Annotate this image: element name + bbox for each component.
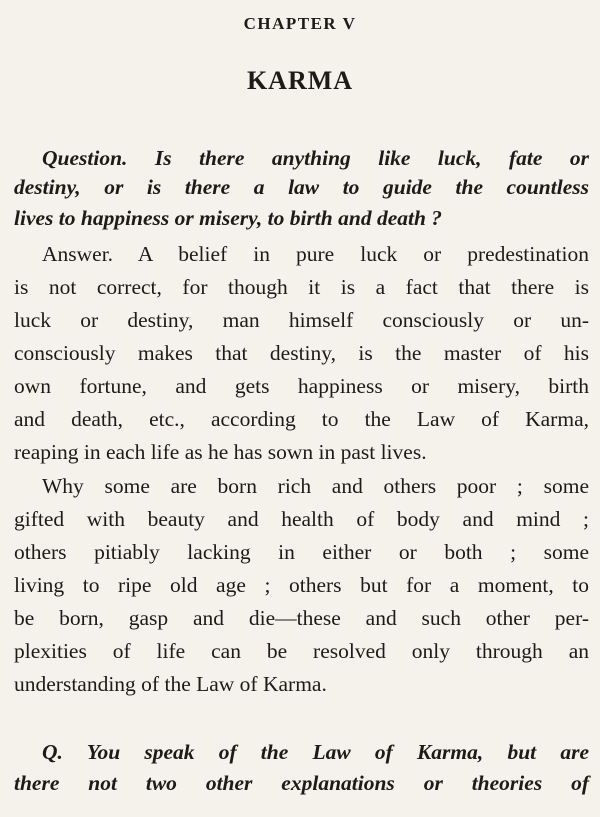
answer-line-2: is not correct, for though it is a fact that there is (14, 275, 589, 299)
question2-line-1: Q. You speak of the Law of Karma, but are (42, 740, 589, 764)
answer-line-6: and death, etc., according to the Law of Karma, (14, 407, 589, 431)
paragraph-line-3: others pitiably lacking in either or both ; some (14, 540, 589, 564)
question2-line-2: there not two other explanations or theories of (14, 771, 589, 795)
paragraph-line-1: Why some are born rich and others poor ; some (42, 474, 589, 498)
answer-line-3: luck or destiny, man himself consciously or un- (14, 308, 589, 332)
question-line-3: lives to happiness or misery, to birth and death ? (14, 206, 443, 230)
paragraph-line-6: plexities of life can be resolved only through an (14, 639, 589, 663)
paragraph-line-2: gifted with beauty and health of body and mind ; (14, 507, 589, 531)
answer-line-7: reaping in each life as he has sown in past lives. (14, 440, 427, 464)
answer-line-5: own fortune, and gets happiness or misery, birth (14, 374, 589, 398)
question-line-1: Question. Is there anything like luck, fate or (42, 146, 589, 170)
answer-line-4: consciously makes that destiny, is the master of his (14, 341, 589, 365)
question-line-2: destiny, or is there a law to guide the countless (14, 175, 589, 199)
answer-line-1: Answer. A belief in pure luck or predestination (42, 242, 589, 266)
chapter-heading: CHAPTER V (243, 14, 357, 33)
paragraph-line-5: be born, gasp and die—these and such other per- (14, 606, 589, 630)
paragraph-line-7: understanding of the Law of Karma. (14, 672, 327, 696)
paragraph-line-4: living to ripe old age ; others but for a moment, to (14, 573, 589, 597)
chapter-title: KARMA (246, 66, 354, 95)
